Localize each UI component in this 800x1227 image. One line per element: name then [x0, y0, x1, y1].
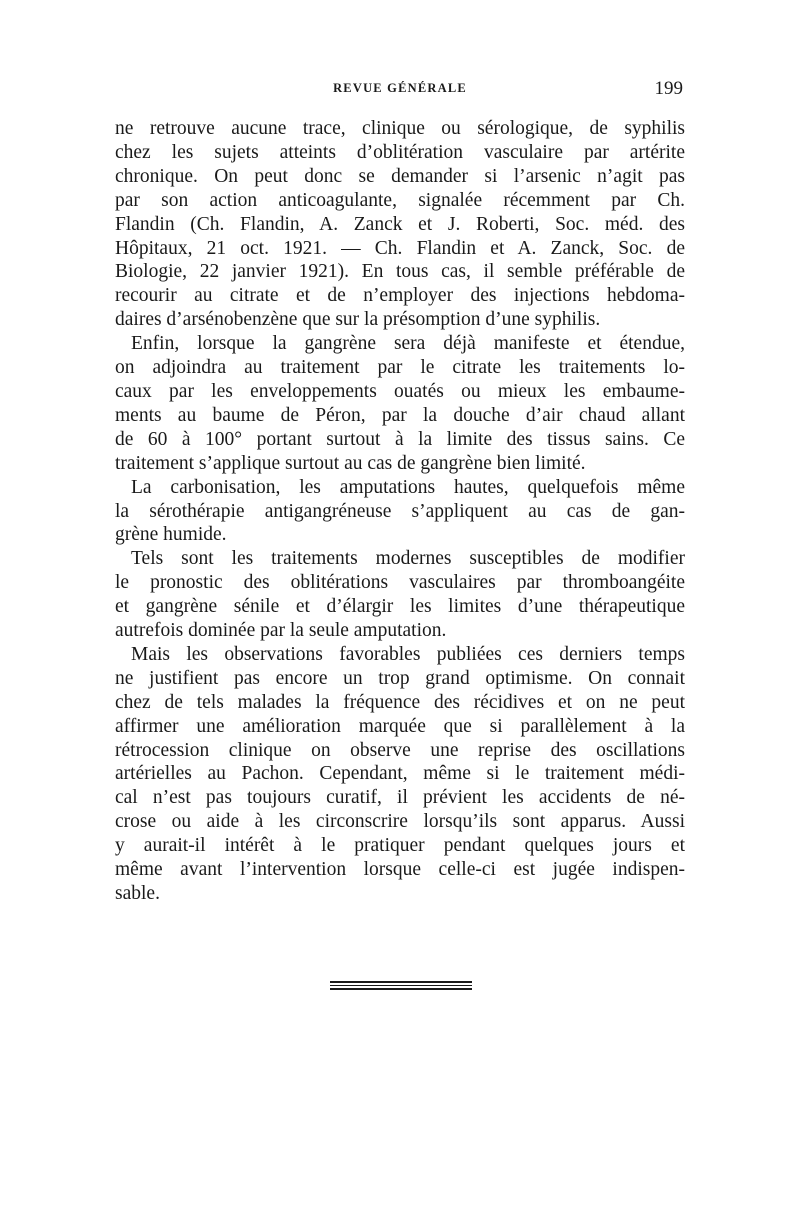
text-line: par son action anticoagulante, signalée récemment par Ch. [115, 189, 685, 211]
text-line: chronique. On peut donc se demander si l’arsenic n’agit pas [115, 165, 685, 187]
text-line: sable. [115, 883, 160, 904]
text-line: autrefois dominée par la seule amputation. [115, 620, 447, 642]
text-line: cal n’est pas toujours curatif, il prévient les accidents de né- [115, 787, 685, 809]
text-line: Flandin (Ch. Flandin, A. Zanck et J. Roberti, Soc. méd. des [115, 213, 685, 235]
text-line: Biologie, 22 janvier 1921). En tous cas, il semble préférable de [115, 261, 685, 283]
text-line: chez de tels malades la fréquence des récidives et on ne peut [115, 691, 685, 713]
text-line: Hôpitaux, 21 oct. 1921. — Ch. Flandin et A. Zanck, Soc. de [115, 237, 685, 259]
text-line: affirmer une amélioration marquée que si parallèlement à la [115, 715, 685, 737]
text-line: caux par les enveloppements ouatés ou mieux les embaume- [115, 380, 685, 402]
end-of-article-rule [330, 981, 472, 990]
text-line: Tels sont les traitements modernes susceptibles de modifier [131, 548, 685, 570]
rule-line [330, 985, 472, 986]
body-text [115, 117, 685, 906]
text-line: et gangrène sénile et d’élargir les limites d’une thérapeutique [115, 596, 685, 618]
text-line: crose ou aide à les circonscrire lorsqu’ils sont apparus. Aussi [115, 811, 685, 833]
text-line: grène humide. [115, 524, 227, 546]
text-line: de 60 à 100° portant surtout à la limite des tissus sains. Ce [115, 428, 685, 450]
text-line: même avant l’intervention lorsque celle-ci est jugée indispen- [115, 859, 685, 881]
rule-line [330, 988, 472, 990]
text-line: ments au baume de Péron, par la douche d’air chaud allant [115, 404, 685, 426]
text-line: La carbonisation, les amputations hautes, quelquefois même [131, 476, 685, 498]
running-header [115, 78, 685, 100]
rule-line [330, 981, 472, 983]
text-line: on adjoindra au traitement par le citrate les traitements lo- [115, 357, 685, 379]
text-line: chez les sujets atteints d’oblitération vasculaire par artérite [115, 141, 685, 163]
text-line: Mais les observations favorables publiées ces derniers temps [131, 643, 685, 665]
text-line: artérielles au Pachon. Cependant, même si le traitement médi- [115, 763, 685, 785]
text-line: ne retrouve aucune trace, clinique ou sérologique, de syphilis [115, 118, 685, 139]
page-number: 199 [654, 78, 683, 99]
running-title: REVUE GÉNÉRALE [333, 81, 467, 95]
text-line: Enfin, lorsque la gangrène sera déjà manifeste et étendue, [131, 333, 685, 355]
text-line: rétrocession clinique on observe une reprise des oscillations [115, 739, 685, 761]
text-line: le pronostic des oblitérations vasculaires par thromboangéite [115, 572, 685, 594]
text-line: recourir au citrate et de n’employer des injections hebdoma- [115, 285, 685, 307]
text-line: la sérothérapie antigangréneuse s’appliquent au cas de gan- [115, 500, 685, 522]
text-line: traitement s’applique surtout au cas de gangrène bien limité. [115, 452, 586, 474]
text-line: daires d’arsénobenzène que sur la présomption d’une syphilis. [115, 309, 601, 331]
text-line: y aurait-il intérêt à le pratiquer pendant quelques jours et [115, 835, 685, 857]
text-line: ne justifient pas encore un trop grand optimisme. On connait [115, 667, 685, 689]
